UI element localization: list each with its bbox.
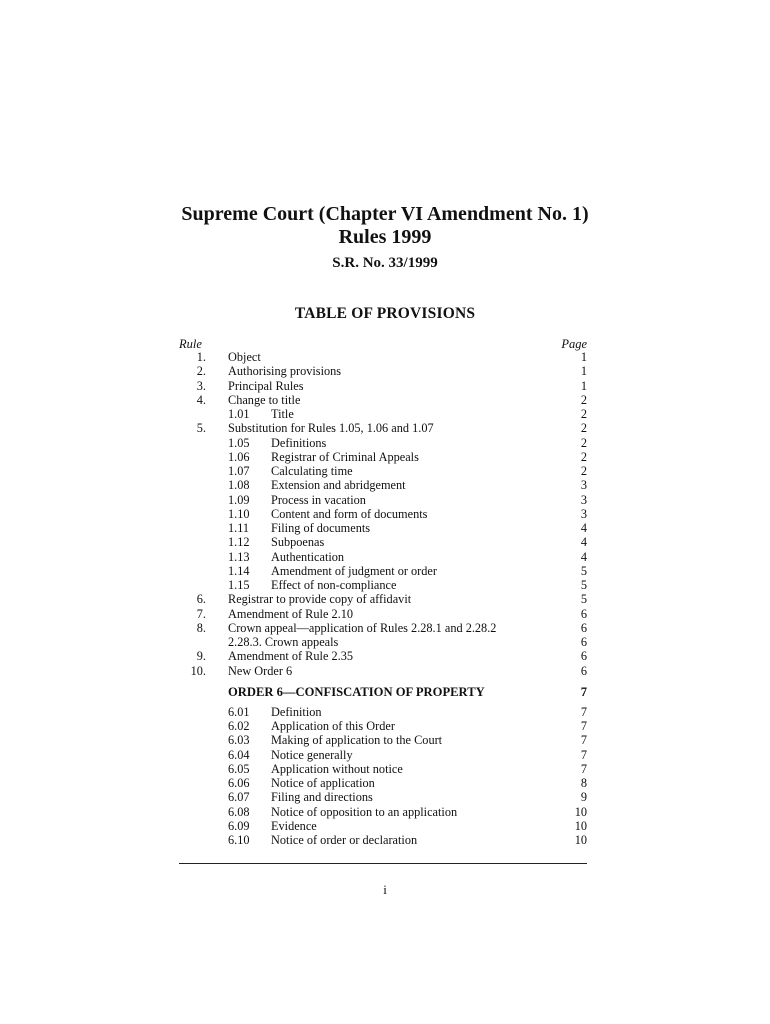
toc-entry-text: Notice of application: [271, 776, 375, 790]
toc-subrule-number: 1.09: [228, 492, 250, 507]
toc-row: [179, 450, 587, 464]
toc-subrule-number: 1.12: [228, 535, 250, 550]
toc-entry-text: Notice of opposition to an application: [271, 804, 458, 819]
toc-subrule-number: 6.10: [228, 833, 250, 847]
toc-subrule-number: 1.05: [228, 435, 250, 450]
toc-row: [179, 762, 587, 776]
page-number: i: [383, 882, 387, 897]
toc-entry-text: Definitions: [271, 435, 327, 450]
toc-page-number: 7: [580, 704, 587, 719]
toc-row: [179, 521, 587, 535]
toc-subrule-number: 6.03: [228, 733, 250, 748]
toc-entry-text: Making of application to the Court: [271, 733, 443, 748]
toc-rule-number: 4.: [196, 392, 206, 407]
toc-row: [179, 649, 587, 663]
toc-entry-text: Amendment of judgment or order: [271, 563, 437, 578]
toc-page-number: 2: [580, 464, 587, 478]
toc-entry-text: Title: [271, 407, 294, 421]
toc-rule-number: 9.: [196, 649, 206, 664]
toc-page-number: 4: [580, 549, 587, 564]
toc-row: [179, 805, 587, 819]
toc-subrule-number: 1.15: [228, 578, 250, 592]
toc-entry-text: Subpoenas: [271, 535, 325, 550]
toc-row: [179, 564, 587, 578]
toc-entry-text: Content and form of documents: [271, 506, 428, 521]
toc-page-number: 7: [580, 719, 587, 733]
toc-row: [179, 436, 587, 450]
toc-rule-number: 2.: [196, 364, 206, 379]
toc-row: [179, 379, 587, 393]
toc-row: [179, 535, 587, 549]
toc-entry-text: Definition: [271, 704, 322, 719]
toc-entry-text: Authorising provisions: [228, 364, 342, 379]
toc-subrule-number: 6.07: [228, 790, 250, 805]
toc-page-number: 6: [580, 649, 587, 664]
toc-row: [179, 350, 587, 364]
toc-entry-text: Registrar of Criminal Appeals: [271, 449, 419, 464]
toc-page-number: 7: [580, 684, 587, 699]
toc-row: [179, 833, 587, 847]
toc-page-number: 8: [580, 776, 587, 790]
toc-page-number: 1: [580, 350, 587, 364]
toc-subrule-number: 6.05: [228, 761, 250, 776]
toc-page-number: 10: [574, 833, 587, 847]
toc-page-number: 6: [580, 620, 587, 635]
toc-subrule-number: 1.11: [228, 521, 250, 535]
toc-page-number: 7: [580, 733, 587, 748]
toc-row: [179, 407, 587, 421]
toc-entry-text: Substitution for Rules 1.05, 1.06 and 1.07: [228, 421, 434, 436]
toc-subrule-number: 6.06: [228, 776, 250, 790]
toc-row: [179, 578, 587, 592]
rule-column-label: Rule: [179, 337, 202, 351]
toc-entry-text: Authentication: [271, 549, 345, 564]
toc-page-number: 9: [580, 790, 587, 805]
toc-row: [179, 621, 587, 635]
toc-page-number: 2: [580, 449, 587, 464]
toc-row: [179, 748, 587, 762]
toc-entry-text: 2.28.3. Crown appeals: [228, 635, 339, 649]
toc-order-heading: [179, 680, 587, 705]
toc-page-number: 10: [574, 804, 587, 819]
toc-subrule-number: 1.01: [228, 407, 250, 421]
toc-rule-number: 1.: [196, 350, 206, 364]
toc-page-number: 3: [580, 492, 587, 507]
toc-entry-text: Filing and directions: [271, 790, 373, 805]
toc-entry-text: Amendment of Rule 2.10: [228, 606, 353, 621]
toc-page-number: 5: [580, 578, 587, 592]
toc-entry-text: Amendment of Rule 2.35: [228, 649, 353, 664]
toc-entry-text: Extension and abridgement: [271, 478, 406, 493]
toc-page-number: 4: [580, 521, 587, 535]
toc-page-number: 5: [580, 563, 587, 578]
toc-row: [179, 776, 587, 790]
toc-row: [179, 364, 587, 378]
toc-entry-text: New Order 6: [228, 663, 293, 678]
toc-rule-number: 10.: [190, 663, 206, 678]
toc-rule-number: 5.: [196, 421, 206, 436]
toc-page-number: 6: [580, 635, 587, 649]
toc-subrule-number: 1.08: [228, 478, 250, 493]
toc-subrule-number: 6.01: [228, 704, 250, 719]
toc-entry-text: Object: [228, 350, 261, 364]
toc-entry-text: Crown appeal—application of Rules 2.28.1 and 2.28.2: [228, 620, 497, 635]
toc-subrule-number: 1.10: [228, 506, 250, 521]
toc-row: [179, 664, 587, 678]
toc-row: [179, 705, 587, 719]
toc-entry-text: ORDER 6—CONFISCATION OF PROPERTY: [228, 684, 485, 699]
document-title-line-1: Supreme Court (Chapter VI Amendment No. 1): [181, 203, 589, 225]
toc-row: [179, 607, 587, 621]
toc-page-number: 10: [574, 818, 587, 833]
toc-page-number: 7: [580, 747, 587, 762]
toc-row: [179, 790, 587, 804]
toc-row: [179, 733, 587, 747]
toc-entry-text: Calculating time: [271, 464, 353, 478]
toc-row: [179, 592, 587, 606]
footer-divider: [179, 863, 587, 864]
toc-row: [179, 493, 587, 507]
statutory-rule-number: S.R. No. 33/1999: [332, 255, 438, 271]
toc-entry-text: Evidence: [271, 818, 317, 833]
toc-rule-number: 8.: [196, 620, 206, 635]
toc-subrule-number: 6.02: [228, 719, 250, 733]
toc-heading: TABLE OF PROVISIONS: [294, 305, 476, 322]
page-column-label: Page: [561, 337, 587, 351]
toc-entry-text: Principal Rules: [228, 378, 304, 393]
toc-rule-number: 3.: [196, 378, 206, 393]
toc-row: [179, 507, 587, 521]
toc-rule-number: 6.: [196, 592, 206, 607]
toc-rule-number: 7.: [196, 606, 206, 621]
document-title-line-2: Rules 1999: [338, 226, 432, 248]
toc-subrule-number: 1.07: [228, 464, 250, 478]
toc-entry-text: Filing of documents: [271, 521, 371, 535]
toc-page-number: 6: [580, 663, 587, 678]
toc-row: [179, 550, 587, 564]
toc-page-number: 2: [580, 421, 587, 436]
toc-row: [179, 719, 587, 733]
toc-entry-text: Process in vacation: [271, 492, 366, 507]
toc-row: [179, 478, 587, 492]
toc-page-number: 7: [580, 761, 587, 776]
toc-entry-text: Effect of non-compliance: [271, 578, 397, 592]
toc-entry-text: Change to title: [228, 392, 301, 407]
toc-row: [179, 464, 587, 478]
toc-subrule-number: 1.14: [228, 563, 250, 578]
toc-row: [179, 421, 587, 435]
toc-row: [179, 635, 587, 649]
toc-page-number: 4: [580, 535, 587, 550]
toc-entry-text: Notice generally: [271, 747, 353, 762]
toc-page-number: 1: [580, 364, 587, 379]
toc-subrule-number: 1.13: [228, 549, 250, 564]
toc-page-number: 1: [580, 378, 587, 393]
table-of-provisions: [179, 350, 587, 847]
toc-entry-text: Registrar to provide copy of affidavit: [228, 592, 412, 607]
toc-page-number: 6: [580, 606, 587, 621]
toc-page-number: 2: [580, 435, 587, 450]
toc-page-number: 5: [580, 592, 587, 607]
toc-subrule-number: 1.06: [228, 449, 250, 464]
toc-subrule-number: 6.08: [228, 804, 250, 819]
toc-subrule-number: 6.09: [228, 818, 250, 833]
toc-page-number: 3: [580, 478, 587, 493]
toc-page-number: 2: [580, 407, 587, 421]
toc-entry-text: Notice of order or declaration: [271, 833, 418, 847]
toc-page-number: 2: [580, 392, 587, 407]
toc-entry-text: Application of this Order: [271, 719, 395, 733]
toc-row: [179, 393, 587, 407]
toc-subrule-number: 6.04: [228, 747, 250, 762]
toc-row: [179, 819, 587, 833]
toc-page-number: 3: [580, 506, 587, 521]
toc-entry-text: Application without notice: [271, 761, 403, 776]
